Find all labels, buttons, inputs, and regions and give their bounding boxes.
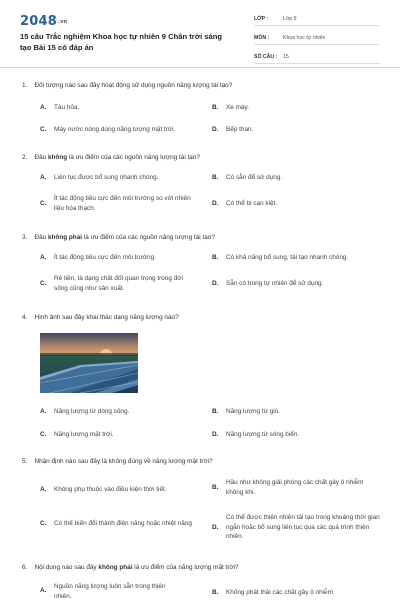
option-letter: A. (40, 587, 47, 594)
question-number: 4. (22, 314, 28, 321)
question-number: 2. (22, 154, 28, 161)
option-c[interactable] (40, 519, 212, 529)
option-text: Có khả năng bổ sung, tái tạo nhanh chóng. (226, 254, 349, 261)
solar-panels-image (40, 333, 138, 393)
meta-value: Khoa học tự nhiên (283, 34, 326, 41)
option-text: Tàu hỏa. (54, 104, 80, 111)
option-c[interactable] (40, 430, 205, 440)
question-number: 1. (22, 82, 28, 89)
header-divider (0, 67, 400, 68)
option-text: Bếp than. (226, 126, 254, 133)
option-text: Có thể được thiên nhiên tái tạo trong khoảng thời gian ngắn hoặc bổ sung liên tục qua các quá trình thiên nhiên. (226, 514, 380, 540)
option-letter: B. (212, 254, 219, 262)
question-text (22, 234, 215, 241)
option-text: Sẵn có trong tự nhiên để sử dụng. (226, 280, 324, 287)
question-stem: Đâu (34, 234, 48, 241)
question-stem: Nhận định nào sau đây là không đúng về năng lượng mặt trời? (34, 458, 213, 465)
option-text: Có thể biến đổi thành điện năng hoặc nhiệt năng (54, 520, 192, 527)
question-text (22, 314, 179, 321)
question-stem: Đâu (34, 154, 48, 161)
option-letter: D. (212, 431, 219, 439)
question-text (22, 154, 200, 161)
option-letter: A. (40, 254, 47, 262)
option-a[interactable] (40, 485, 210, 495)
option-a[interactable] (40, 173, 205, 183)
option-b[interactable] (212, 173, 382, 183)
option-text: Hầu như không giải phóng các chất gây ô nhiễm không khí. (226, 479, 364, 496)
meta-row-subject (254, 31, 380, 45)
option-b[interactable] (212, 253, 387, 263)
option-c[interactable] (40, 194, 210, 213)
meta-value: 15 (283, 53, 289, 60)
option-text: Ít tác động tiêu cực đến môi trường so với nhiên liệu hóa thạch. (54, 195, 191, 212)
option-letter: C. (40, 520, 47, 528)
option-text: Liên tục được bổ sung nhanh chóng. (54, 174, 159, 181)
option-d[interactable] (212, 199, 382, 209)
option-letter: C. (40, 280, 47, 287)
option-letter: C. (40, 200, 47, 207)
option-b[interactable] (212, 478, 387, 497)
page-header (0, 0, 400, 66)
option-text: Không phụ thuộc vào điều kiện thời tiết. (54, 486, 167, 493)
option-letter: B. (212, 484, 219, 491)
question-emphasis: không (47, 154, 68, 161)
question-stem: là ưu điểm của các nguồn năng lượng tái tạo? (82, 234, 215, 241)
option-b[interactable] (212, 588, 387, 598)
question-emphasis: không phải (47, 234, 83, 241)
meta-row-count (254, 50, 380, 64)
option-c[interactable] (40, 274, 210, 293)
meta-label: MÔN : (254, 34, 270, 41)
option-text: Có sẵn để sử dụng. (226, 174, 283, 181)
question-stem: Hình ảnh sau đây khai thác dạng năng lượng nào? (34, 314, 179, 321)
question-stem: là ưu điểm của các nguồn năng lượng tái tạo? (67, 154, 200, 161)
meta-row-grade (254, 12, 380, 26)
meta-label: LỚP : (254, 15, 269, 22)
option-letter: A. (40, 408, 47, 416)
option-letter: B. (212, 174, 219, 182)
option-text: Rẻ tiền, là dạng chất đốt quan trọng trong đời sống cũng như sản xuất. (54, 275, 183, 292)
option-text: Năng lượng mặt trời. (54, 431, 114, 438)
option-letter: B. (212, 589, 219, 597)
option-text: Năng lượng từ sóng biển. (226, 431, 300, 438)
option-text: Có thể bị cạn kiệt. (226, 200, 278, 207)
question-text (22, 82, 232, 89)
question-emphasis: không phải (98, 564, 133, 571)
option-letter: A. (40, 174, 47, 182)
option-a[interactable] (40, 407, 205, 417)
option-letter: C. (40, 126, 47, 134)
page-title: 15 câu Trắc nghiệm Khoa học tự nhiên 9 Chân trời sáng tạo Bài 15 có đáp án (20, 32, 223, 52)
question-text (22, 564, 239, 571)
option-text: Máy nước nóng dùng năng lượng mặt trời. (54, 126, 176, 133)
question-number: 3. (22, 234, 28, 241)
solar-farm-illustration (40, 333, 138, 393)
option-c[interactable] (40, 125, 210, 135)
question-stem: là ưu điểm của năng lượng mặt trời? (132, 564, 239, 571)
option-text: Ít tác động tiêu cực đến môi trường. (54, 254, 156, 261)
option-letter: D. (212, 200, 219, 208)
option-letter: B. (212, 104, 219, 112)
option-text: Năng lượng từ gió. (226, 408, 280, 415)
option-d[interactable] (212, 430, 382, 440)
logo-suffix: .vn (57, 18, 68, 25)
question-text (22, 458, 213, 465)
option-b[interactable] (212, 407, 382, 417)
question-number: 5. (22, 458, 28, 465)
option-letter: A. (40, 486, 47, 494)
option-letter: C. (40, 431, 47, 439)
option-letter: B. (212, 408, 219, 416)
option-text: Không phát thải các chất gây ô nhiễm (226, 589, 333, 596)
question-stem: Nội dung nào sau đây (34, 564, 99, 571)
logo-text: 2048 (20, 14, 57, 29)
question-stem: Đối tượng nào sau đây hoạt động sử dụng nguồn năng lượng tái tạo? (34, 82, 233, 89)
option-letter: A. (40, 104, 47, 112)
option-d[interactable] (212, 279, 387, 289)
option-a[interactable] (40, 253, 205, 263)
option-text: Nguồn năng lượng luôn sẵn trong thiên nhiên. (54, 583, 166, 600)
meta-label: SỐ CÂU : (254, 53, 278, 60)
option-a[interactable] (40, 582, 205, 600)
site-logo[interactable] (20, 14, 67, 29)
option-text: Năng lượng từ dòng sông. (54, 408, 130, 415)
option-d[interactable] (212, 125, 382, 135)
meta-value: Lớp 9 (283, 15, 297, 22)
option-letter: D. (212, 126, 219, 134)
option-d[interactable] (212, 513, 387, 542)
option-b[interactable] (212, 103, 382, 113)
option-text: Xe máy. (226, 104, 249, 111)
question-number: 6. (22, 564, 28, 571)
option-letter: D. (212, 523, 219, 531)
meta-panel (254, 12, 380, 69)
option-letter: D. (212, 280, 219, 288)
option-a[interactable] (40, 103, 205, 113)
